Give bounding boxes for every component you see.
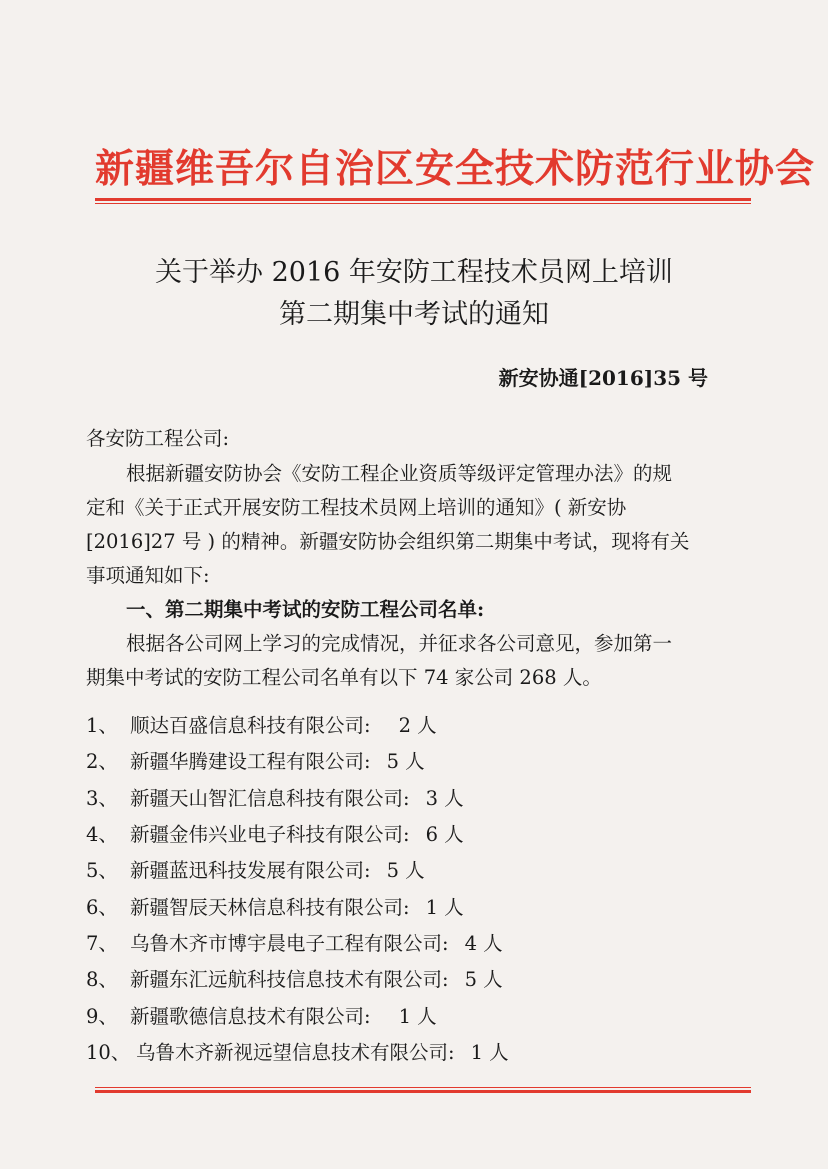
- item-number: 2、: [86, 750, 118, 774]
- company-name: 乌鲁木齐新视远望信息技术有限公司:: [136, 1040, 455, 1064]
- document-number: 新安协通[2016]35 号: [498, 366, 708, 390]
- item-number: 3、: [86, 786, 118, 810]
- company-name: 顺达百盛信息科技有限公司:: [130, 714, 371, 738]
- paragraph-line: 根据新疆安防协会《安防工程企业资质等级评定管理办法》的规: [126, 462, 673, 485]
- paragraph-line: 期集中考试的安防工程公司名单有以下 74 家公司 268 人。: [86, 666, 602, 689]
- paragraph-line: [2016]27 号 ) 的精神。新疆安防协会组织第二期集中考试，现将有关: [86, 530, 690, 553]
- list-item: [86, 851, 746, 887]
- org-header: [95, 138, 816, 194]
- item-number: 6、: [86, 895, 118, 919]
- attendee-count: 5 人: [464, 968, 503, 992]
- paragraph-line: 事项通知如下:: [86, 564, 210, 587]
- attendee-count: 5 人: [386, 859, 425, 883]
- attendee-count: 1 人: [425, 895, 464, 919]
- item-number: 4、: [86, 823, 118, 847]
- header-red-rule: [95, 198, 751, 204]
- item-number: 10、: [86, 1040, 131, 1064]
- company-list: [86, 706, 746, 1069]
- list-item: [86, 779, 746, 815]
- list-item: [86, 815, 746, 851]
- list-item: [86, 887, 746, 923]
- list-item: [86, 924, 746, 960]
- company-name: 新疆东汇远航科技信息技术有限公司:: [130, 968, 449, 992]
- attendee-count: 5 人: [386, 750, 425, 774]
- item-number: 7、: [86, 931, 118, 955]
- attendee-count: 1 人: [470, 1040, 509, 1064]
- company-name: 新疆智辰天林信息科技有限公司:: [130, 895, 410, 919]
- list-item: [86, 960, 746, 996]
- item-number: 5、: [86, 859, 118, 883]
- list-item: [86, 706, 746, 742]
- company-name: 新疆歌德信息技术有限公司:: [130, 1004, 371, 1028]
- attendee-count: 1 人: [398, 1004, 437, 1028]
- company-name: 新疆华腾建设工程有限公司:: [130, 750, 371, 774]
- attendee-count: 6 人: [425, 823, 464, 847]
- item-number: 8、: [86, 968, 118, 992]
- notice-title-line-2: 第二期集中考试的通知: [279, 299, 549, 330]
- company-name: 新疆金伟兴业电子科技有限公司:: [130, 823, 410, 847]
- attendee-count: 3 人: [425, 786, 464, 810]
- section-heading: 一、第二期集中考试的安防工程公司名单:: [126, 598, 485, 621]
- company-name: 乌鲁木齐市博宇晨电子工程有限公司:: [130, 931, 449, 955]
- list-item: [86, 742, 746, 778]
- footer-red-rule: [95, 1087, 751, 1093]
- list-item: [86, 1033, 746, 1069]
- company-name: 新疆天山智汇信息科技有限公司:: [130, 786, 410, 810]
- attendee-count: 4 人: [464, 931, 503, 955]
- item-number: 1、: [86, 714, 118, 738]
- paragraph-line: 定和《关于正式开展安防工程技术员网上培训的通知》( 新安协: [86, 496, 627, 519]
- list-item: [86, 996, 746, 1032]
- intro-paragraph: [86, 457, 746, 695]
- paragraph-line: 根据各公司网上学习的完成情况，并征求各公司意见，参加第一: [126, 632, 673, 655]
- company-name: 新疆蓝迅科技发展有限公司:: [130, 859, 371, 883]
- salutation: 各安防工程公司:: [86, 427, 230, 450]
- org-name: 新疆维吾尔自治区安全技术防范行业协会: [95, 147, 816, 192]
- item-number: 9、: [86, 1004, 118, 1028]
- notice-title-line-1: 关于举办 2016 年安防工程技术员网上培训: [155, 257, 673, 288]
- attendee-count: 2 人: [398, 714, 437, 738]
